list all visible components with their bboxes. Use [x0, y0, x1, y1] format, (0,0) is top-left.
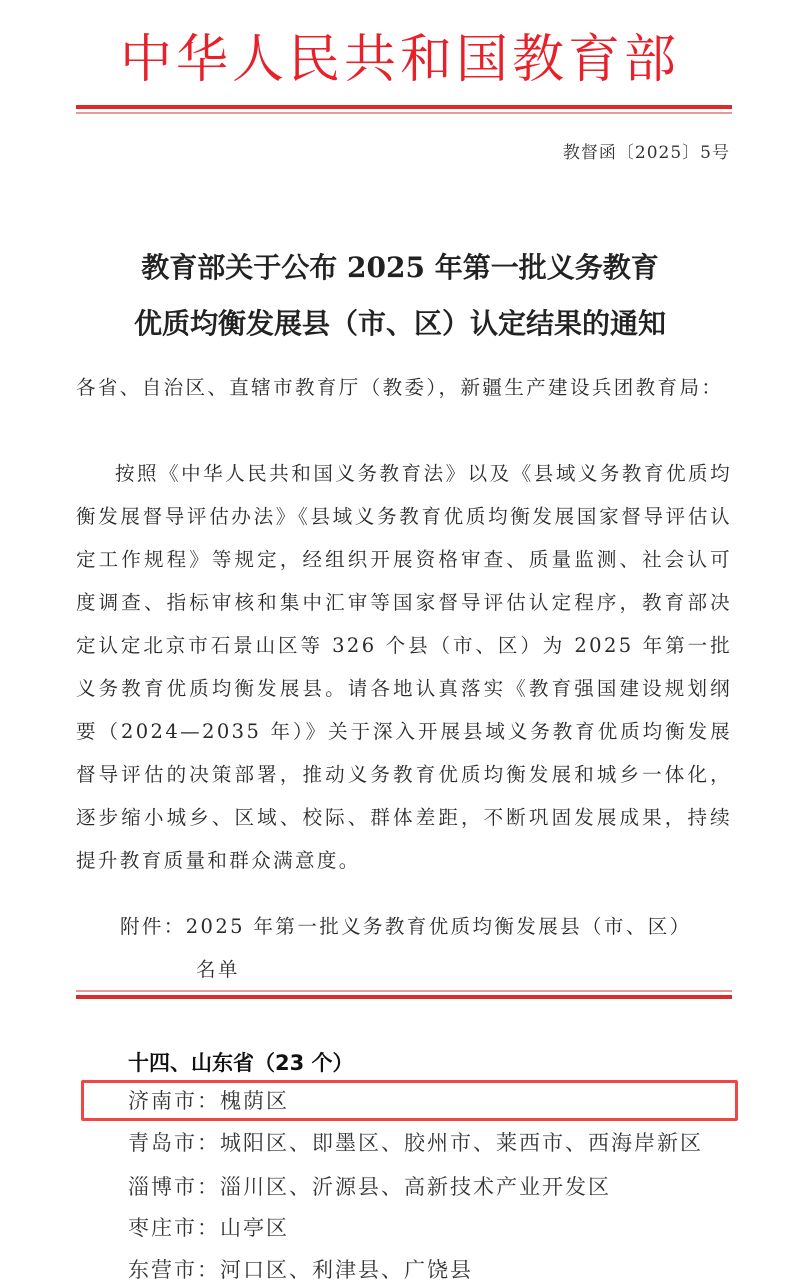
body-paragraph: 按照《中华人民共和国义务教育法》以及《县域义务教育优质均衡发展督导评估办法》《县域义务教育优质均衡发展国家督导评估认定工作规程》等规定，经组织开展资格审查、质量监测、社会认可度调查、指标审核和集中汇审等国家督导评估认定程序，教育部决定认定北京市石景山区等 326 个县（市、区）为 2025 年第一批义务教育优质均衡发展县。请各地认真落实《教育强国建设规划纲要（2024—2035 年）》关于深入开展县域义务教育优质均衡发展督导评估的决策部署，推动义务教育优质均衡发展和城乡一体化，逐步缩小城乡、区域、校际、群体差距，不断巩固发展成果，持续提升教育质量和群众满意度。	[76, 462, 732, 872]
city-label: 青岛市：	[128, 1131, 220, 1155]
district-list: 河口区、利津县、广饶县	[220, 1258, 473, 1282]
attachment-line-2: 名单	[196, 958, 240, 981]
list-item	[128, 1213, 289, 1243]
document-number: 教督函〔2025〕5号	[562, 143, 730, 163]
addressee: 各省、自治区、直辖市教育厅（教委），新疆生产建设兵团教育局：	[76, 376, 724, 399]
list-item	[128, 1128, 703, 1158]
province-heading: 十四、山东省（23 个）	[128, 1051, 354, 1075]
separator-rule-thick	[76, 995, 732, 999]
list-item	[128, 1086, 289, 1116]
masthead-rule-thick	[76, 105, 732, 109]
city-label: 济南市：	[128, 1089, 220, 1113]
city-label: 枣庄市：	[128, 1216, 220, 1240]
notice-title	[0, 240, 800, 352]
district-list: 山亭区	[220, 1216, 289, 1240]
attachment-note	[120, 905, 732, 991]
notice-title-line-1: 教育部关于公布 2025 年第一批义务教育	[141, 251, 659, 284]
separator-rule-thin	[76, 990, 732, 992]
notice-title-line-2: 优质均衡发展县（市、区）认定结果的通知	[133, 307, 666, 340]
masthead-title: 中华人民共和国教育部	[119, 30, 680, 90]
list-item	[128, 1255, 473, 1285]
city-label: 淄博市：	[128, 1175, 220, 1199]
city-label: 东营市：	[128, 1258, 220, 1282]
district-list: 槐荫区	[220, 1089, 289, 1113]
district-list: 城阳区、即墨区、胶州市、莱西市、西海岸新区	[220, 1131, 703, 1155]
list-item	[128, 1172, 611, 1202]
district-list: 淄川区、沂源县、高新技术产业开发区	[220, 1175, 611, 1199]
attachment-line-1: 附件：2025 年第一批义务教育优质均衡发展县（市、区）	[120, 915, 692, 938]
masthead-rule-thin	[76, 112, 732, 114]
